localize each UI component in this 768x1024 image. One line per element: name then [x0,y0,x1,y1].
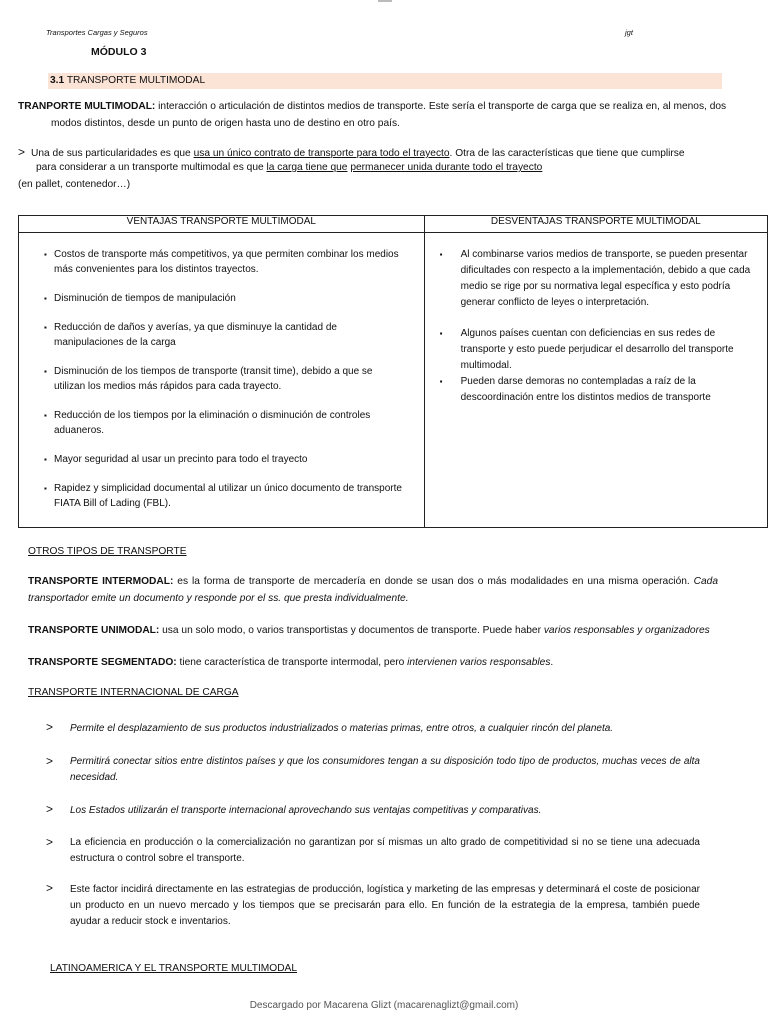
intermodal-text: es la forma de transporte de mercadería en donde se usan dos o más modalidades en una misma operación. [173,576,694,587]
ventajas-header: VENTAJAS TRANSPORTE MULTIMODAL [19,216,425,233]
section-heading [50,74,205,88]
arrow-marker: > [46,835,54,849]
otros-tipos-heading: OTROS TIPOS DE TRANSPORTE [28,546,187,557]
table-header-row [19,216,768,233]
arrow-marker: > [46,802,54,816]
ventajas-list [19,233,424,511]
desventaja-item: ▪ Al combinarse varios medios de transporte, se pueden presentar dificultades con respecto a la implementación, debido a que cada medio se rige por su normativa legal específica y esto podría generar conflicto de leyes o interpretación. [440,247,757,311]
ventajas-cell [19,233,425,528]
ventaja-item: ▪ Reducción de daños y averías, ya que disminuye la cantidad de manipulaciones de la carga [45,320,404,350]
desventaja-item: ▪ Pueden darse demoras no contempladas a raíz de la descoordinación entre los distintos medios de transporte [440,374,757,406]
intermodal-italic-1: Cada [693,576,718,587]
definition-line-2: modos distintos, desde un punto de origen hasta uno de destino en otro país. [51,118,400,129]
segmentado-term: TRANSPORTE SEGMENTADO: [28,657,177,668]
segmentado-italic: intervienen varios responsables [407,657,551,668]
internacional-heading: TRANSPORTE INTERNACIONAL DE CARGA [28,687,239,698]
desventaja-item: ▪ Algunos países cuentan con deficiencias en sus redes de transporte y esto puede perjudicar el desarrollo del transporte multimodal. [440,326,757,374]
header-left-text: Transportes Cargas y Seguros [46,28,148,37]
definition-term: TRANPORTE MULTIMODAL: [18,101,156,112]
page-top-mark [378,0,392,2]
ventaja-item: ▪ Rapidez y simplicidad documental al utilizar un único documento de transporte FIATA Bill of Lading (FBL). [45,481,404,511]
desventajas-list [425,233,767,406]
particularidades-contrato: usa un único contrato de transporte para todo el trayecto [193,148,450,159]
intermodal-term: TRANSPORTE INTERMODAL: [28,576,174,587]
internacional-item: Este factor incidirá directamente en las estrategias de producción, logística y marketing de las empresas y determinará el coste de posicionar un producto en un nuevo mercado y los tiempos que se precisarán para ello. En función de la estrategia de la empresa, también puede ayudar a reducir stock e inventarios. [70,884,700,927]
segmentado-line [28,655,553,671]
unimodal-italic: varios responsables y organizadores [543,625,710,636]
internacional-item: Permitirá conectar sitios entre distintos países y que los consumidores tengan a su disposición todo tipo de productos, muchas veces de alta necesidad. [70,756,700,783]
intermodal-line-1 [28,574,718,590]
particularidades-line-3: (en pallet, contenedor…) [18,179,131,190]
ventaja-item: ▪ Reducción de los tiempos por la eliminación o disminución de controles aduaneros. [45,408,404,438]
arrow-marker: > [46,754,54,768]
arrow-marker: > [46,720,54,734]
arrow-marker: > [18,145,26,159]
ventaja-item: ▪ Disminución de los tiempos de transporte (transit time), debido a que se utilizan los medios más rápidos para cada trayecto. [45,364,404,394]
unimodal-term: TRANSPORTE UNIMODAL: [28,625,160,636]
particularidades-carga: la carga tiene que [266,162,348,173]
desventajas-cell [424,233,767,528]
desventajas-header: DESVENTAJAS TRANSPORTE MULTIMODAL [424,216,767,233]
unimodal-line [28,623,710,639]
header-right-text: jgt [625,28,633,37]
internacional-item: Permite el desplazamiento de sus productos industrializados o materias primas, entre otros, a cualquier rincón del planeta. [70,723,614,734]
segmentado-end: . [550,657,554,668]
intermodal-line-2: transportador emite un documento y responde por el ss. que presta individualmente. [28,593,409,604]
particularidades-line-2 [36,160,542,176]
ventaja-item: ▪ Costos de transporte más competitivos, ya que permiten combinar los medios más convenientes para los distintos trayectos. [45,247,404,277]
particularidades-text-1: Una de sus particularidades es que [31,148,194,159]
internacional-item: La eficiencia en producción o la comercialización no garantizan por sí mismas un alto grado de competitividad si no se tiene una adecuada estructura o control sobre el transporte. [70,837,700,864]
particularidades-text-3: . Otra de las características que tiene que cumplirse [449,148,685,159]
unimodal-text: usa un solo modo, o varios transportistas y documentos de transporte. Puede haber [159,625,544,636]
segmentado-text: tiene característica de transporte intermodal, pero [176,657,408,668]
particularidades-unida: permanecer unida durante todo el trayecto [350,162,543,173]
ventaja-item: ▪ Disminución de tiempos de manipulación [45,291,404,306]
ventaja-item: ▪ Mayor seguridad al usar un precinto para todo el trayecto [45,452,404,467]
arrow-marker: > [46,881,54,895]
definition-line-1 [18,99,758,115]
ventajas-desventajas-table [18,215,768,528]
definition-text-1: interacción o articulación de distintos medios de transporte. Este sería el transporte de carga que se realiza en, al menos, dos [155,101,727,112]
download-footer: Descargado por Macarena Glizt (macarenaglizt@gmail.com) [249,1000,519,1011]
section-number: 3.1 [50,75,65,86]
section-title: TRANSPORTE MULTIMODAL [66,75,206,86]
module-title: MÓDULO 3 [91,46,147,58]
particularidades-text-2a: para considerar a un transporte multimodal es que [36,162,267,173]
latam-heading: LATINOAMERICA Y EL TRANSPORTE MULTIMODAL [50,963,298,974]
table-body-row [19,233,768,528]
internacional-item: Los Estados utilizarán el transporte internacional aprovechando sus ventajas competitivas y comparativas. [70,805,542,816]
